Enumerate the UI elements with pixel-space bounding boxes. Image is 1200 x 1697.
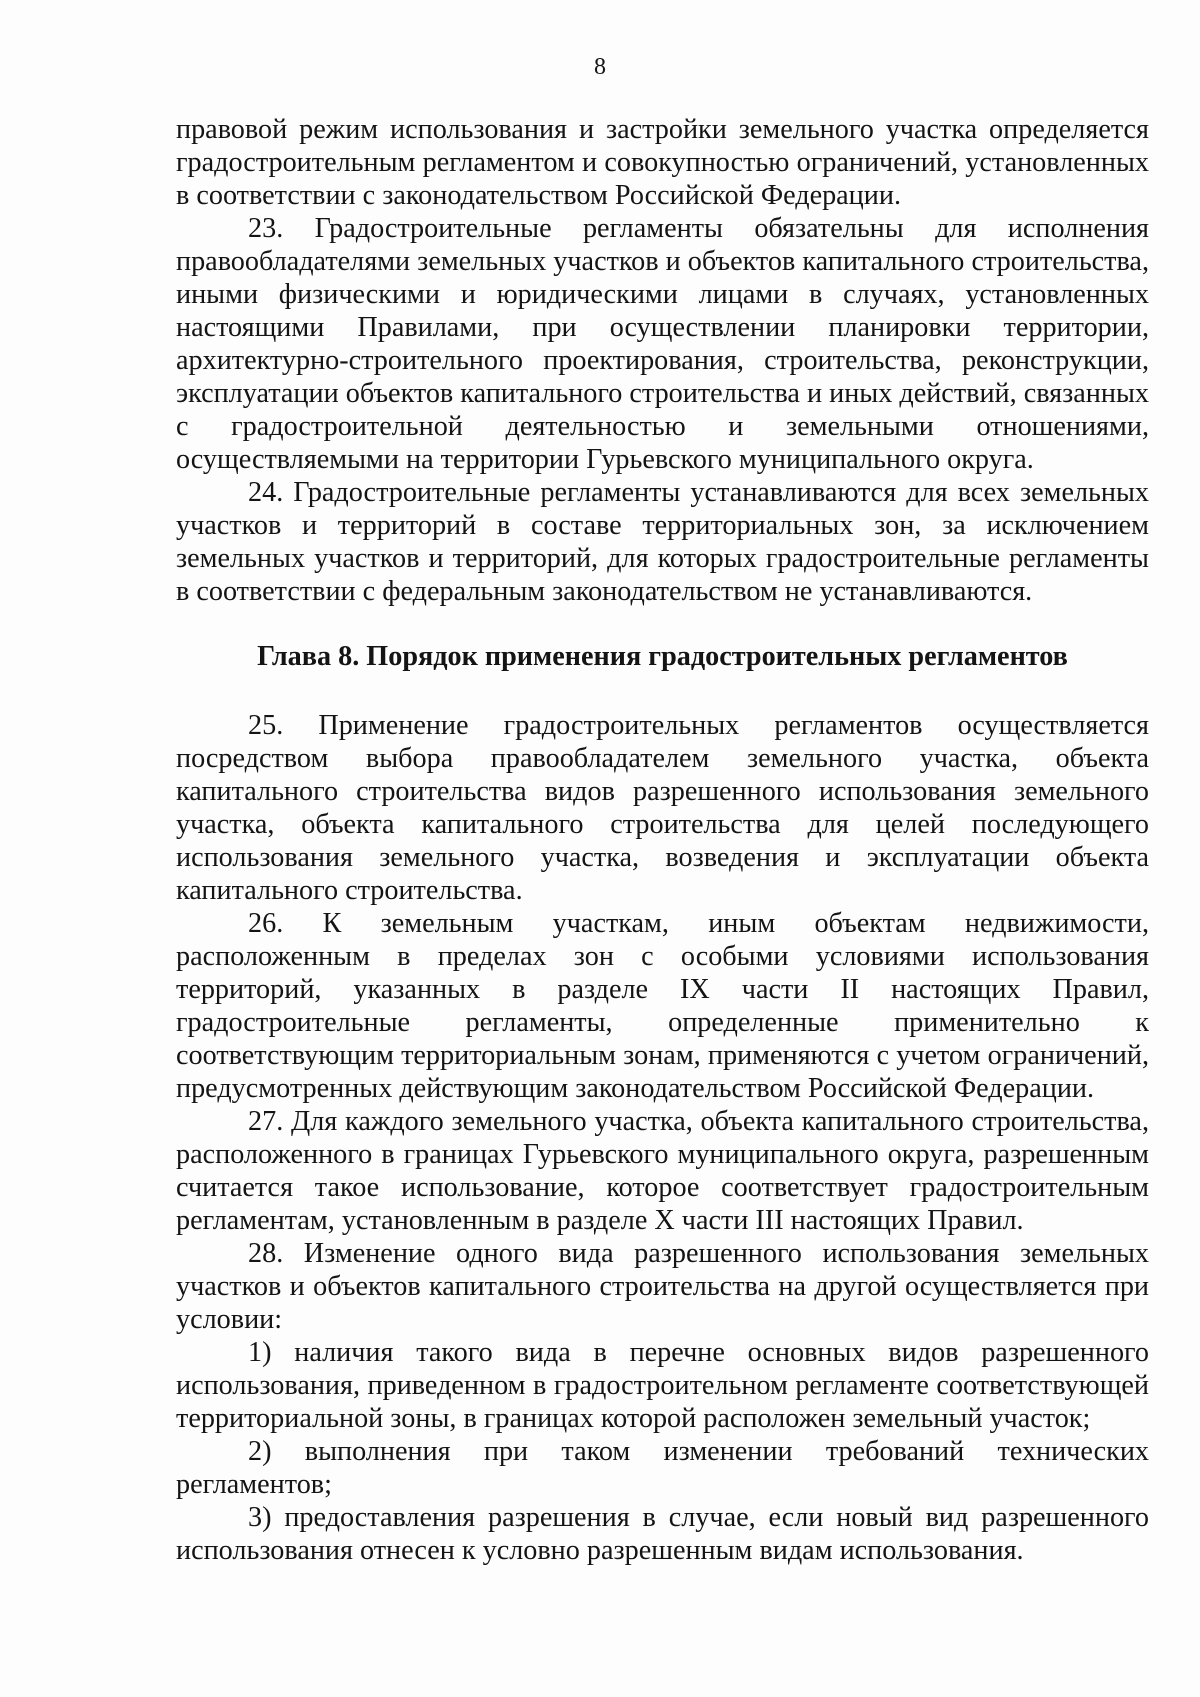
list-item-1: 1) наличия такого вида в перечне основных видов разрешенного использования, приведенном в градостроительном регламенте соответствующей территориальной зоны, в границах которой расположен земельный участок; [176,1337,1149,1434]
paragraph-continuation: правовой режим использования и застройки земельного участка определяется градостроительным регламентом и совокупностью ограничений, установленных в соответствии с законодательством Российской Федерации. [176,114,1149,211]
paragraph-24: 24. Градостроительные регламенты устанавливаются для всех земельных участков и территорий в составе территориальных зон, за исключением земельных участков и территорий, для которых градостроительные регламенты в соответствии с федеральным законодательством не устанавливаются. [176,477,1149,607]
list-item-3: 3) предоставления разрешения в случае, если новый вид разрешенного использования отнесен к условно разрешенным видам использования. [176,1502,1149,1566]
paragraph-23: 23. Градостроительные регламенты обязательны для исполнения правообладателями земельных участков и объектов капитального строительства, иными физическими и юридическими лицами в случаях, установленных настоящими Правилами, при осуществлении планировки территории, архитектурно-строительного проектирования, строительства, реконструкции, эксплуатации объектов капитального строительства и иных действий, связанных с градостроительной деятельностью и земельными отношениями, осуществляемыми на территории Гурьевского муниципального округа. [176,213,1149,475]
section-b-text [176,709,1149,1567]
paragraph-25: 25. Применение градостроительных регламентов осуществляется посредством выбора правообладателем земельного участка, объекта капитального строительства видов разрешенного использования земельного участка, объекта капитального строительства для целей последующего использования земельного участка, возведения и эксплуатации объекта капитального строительства. [176,710,1149,906]
chapter-heading: Глава 8. Порядок применения градостроительных регламентов [257,641,1068,672]
paragraph-26: 26. К земельным участкам, иным объектам недвижимости, расположенным в пределах зон с особыми условиями использования территорий, указанных в разделе IX части II настоящих Правил, градостроительные регламенты, определенные применительно к соответствующим территориальным зонам, применяются с учетом ограничений, предусмотренных действующим законодательством Российской Федерации. [176,908,1149,1104]
paragraph-27: 27. Для каждого земельного участка, объекта капитального строительства, расположенного в границах Гурьевского муниципального округа, разрешенным считается такое использование, которое соответствует градостроительным регламентам, установленным в разделе X части III настоящих Правил. [176,1106,1149,1236]
list-item-2: 2) выполнения при таком изменении требований технических регламентов; [176,1436,1149,1500]
section-a-text [176,113,1149,608]
paragraph-28: 28. Изменение одного вида разрешенного использования земельных участков и объектов капитального строительства на другой осуществляется при условии: [176,1238,1149,1335]
page-number: 8 [594,54,606,80]
